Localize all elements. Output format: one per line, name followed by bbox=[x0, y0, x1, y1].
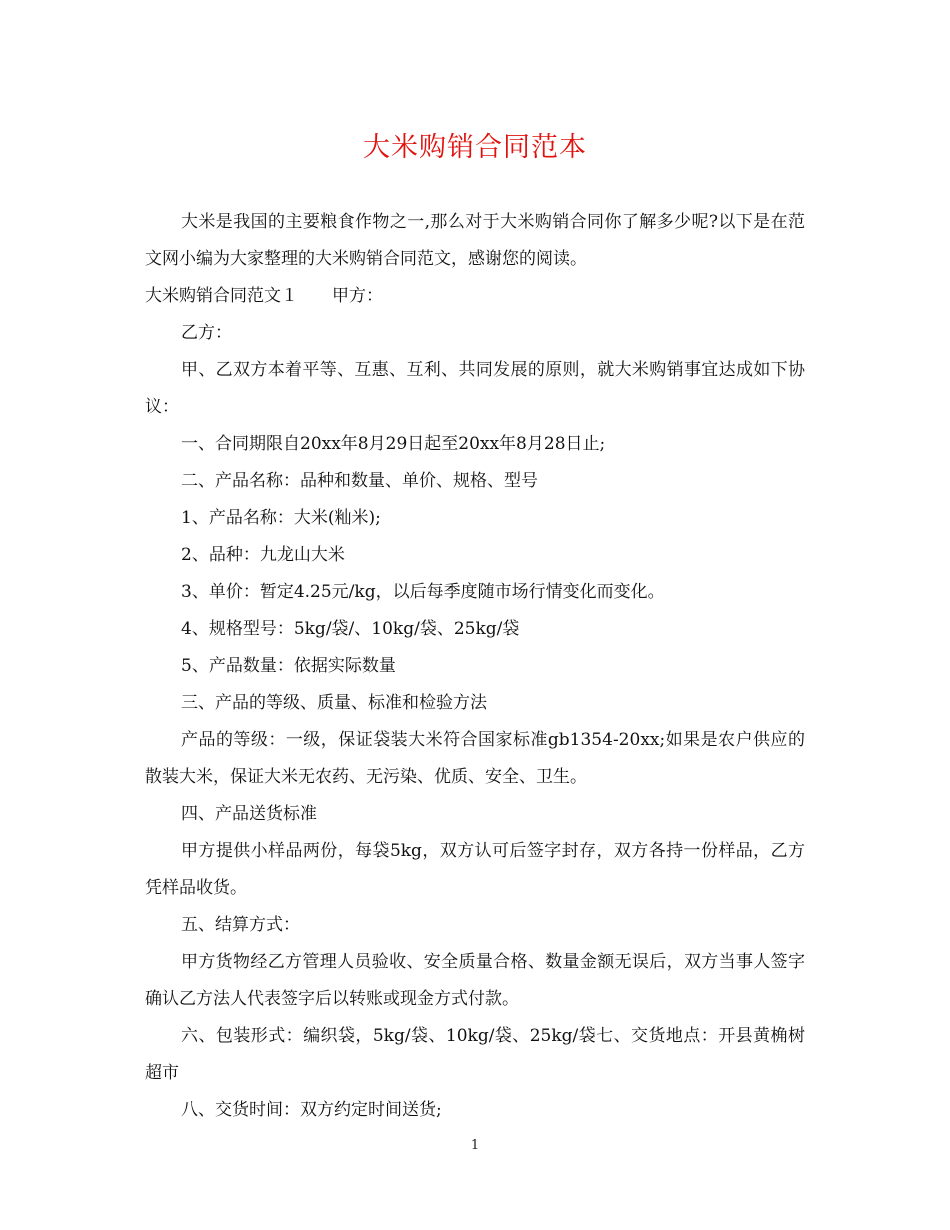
paragraph: 4、规格型号：5kg/袋/、10kg/袋、25kg/袋 bbox=[181, 619, 520, 639]
paragraph: 甲方提供小样品两份，每袋5kg，双方认可后签字封存，双方各持一份样品，乙方凭样品收货。 bbox=[145, 841, 805, 898]
paragraph: 三、产品的等级、质量、标准和检验方法 bbox=[181, 693, 487, 713]
paragraph: 四、产品送货标准 bbox=[181, 804, 317, 824]
paragraph: 一、合同期限自20xx年8月29日起至20xx年8月28日止; bbox=[181, 434, 606, 454]
paragraph: 甲、乙双方本着平等、互惠、互利、共同发展的原则，就大米购销事宜达成如下协议： bbox=[145, 360, 805, 417]
paragraph: 大米购销合同范文１ 甲方： bbox=[145, 286, 383, 306]
page-number: 1 bbox=[470, 1138, 480, 1153]
paragraph: 1、产品名称：大米(籼米); bbox=[181, 508, 381, 528]
paragraph: 3、单价：暂定4.25元/kg，以后每季度随市场行情变化而变化。 bbox=[181, 582, 665, 602]
paragraph: 大米是我国的主要粮食作物之一,那么对于大米购销合同你了解多少呢?以下是在范文网小编为大家整理的大米购销合同范文，感谢您的阅读。 bbox=[145, 212, 805, 269]
paragraph: 5、产品数量：依据实际数量 bbox=[181, 656, 396, 676]
paragraph: 六、包装形式：编织袋，5kg/袋、10kg/袋、25kg/袋七、交货地点：开县黄桷树超市 bbox=[145, 1026, 805, 1083]
document-title: 大米购销合同范本 bbox=[363, 132, 587, 163]
paragraph: 甲方货物经乙方管理人员验收、安全质量合格、数量金额无误后，双方当事人签字确认乙方法人代表签字后以转账或现金方式付款。 bbox=[145, 952, 805, 1009]
paragraph: 2、品种：九龙山大米 bbox=[181, 545, 345, 565]
paragraph: 二、产品名称：品种和数量、单价、规格、型号 bbox=[181, 471, 538, 491]
paragraph: 乙方： bbox=[181, 323, 232, 343]
paragraph: 八、交货时间：双方约定时间送货; bbox=[181, 1100, 442, 1120]
paragraph: 五、结算方式： bbox=[181, 915, 300, 935]
document-body bbox=[145, 204, 805, 1129]
paragraph: 产品的等级：一级，保证袋装大米符合国家标准gb1354-20xx;如果是农户供应的散装大米，保证大米无农药、无污染、优质、安全、卫生。 bbox=[145, 730, 805, 787]
